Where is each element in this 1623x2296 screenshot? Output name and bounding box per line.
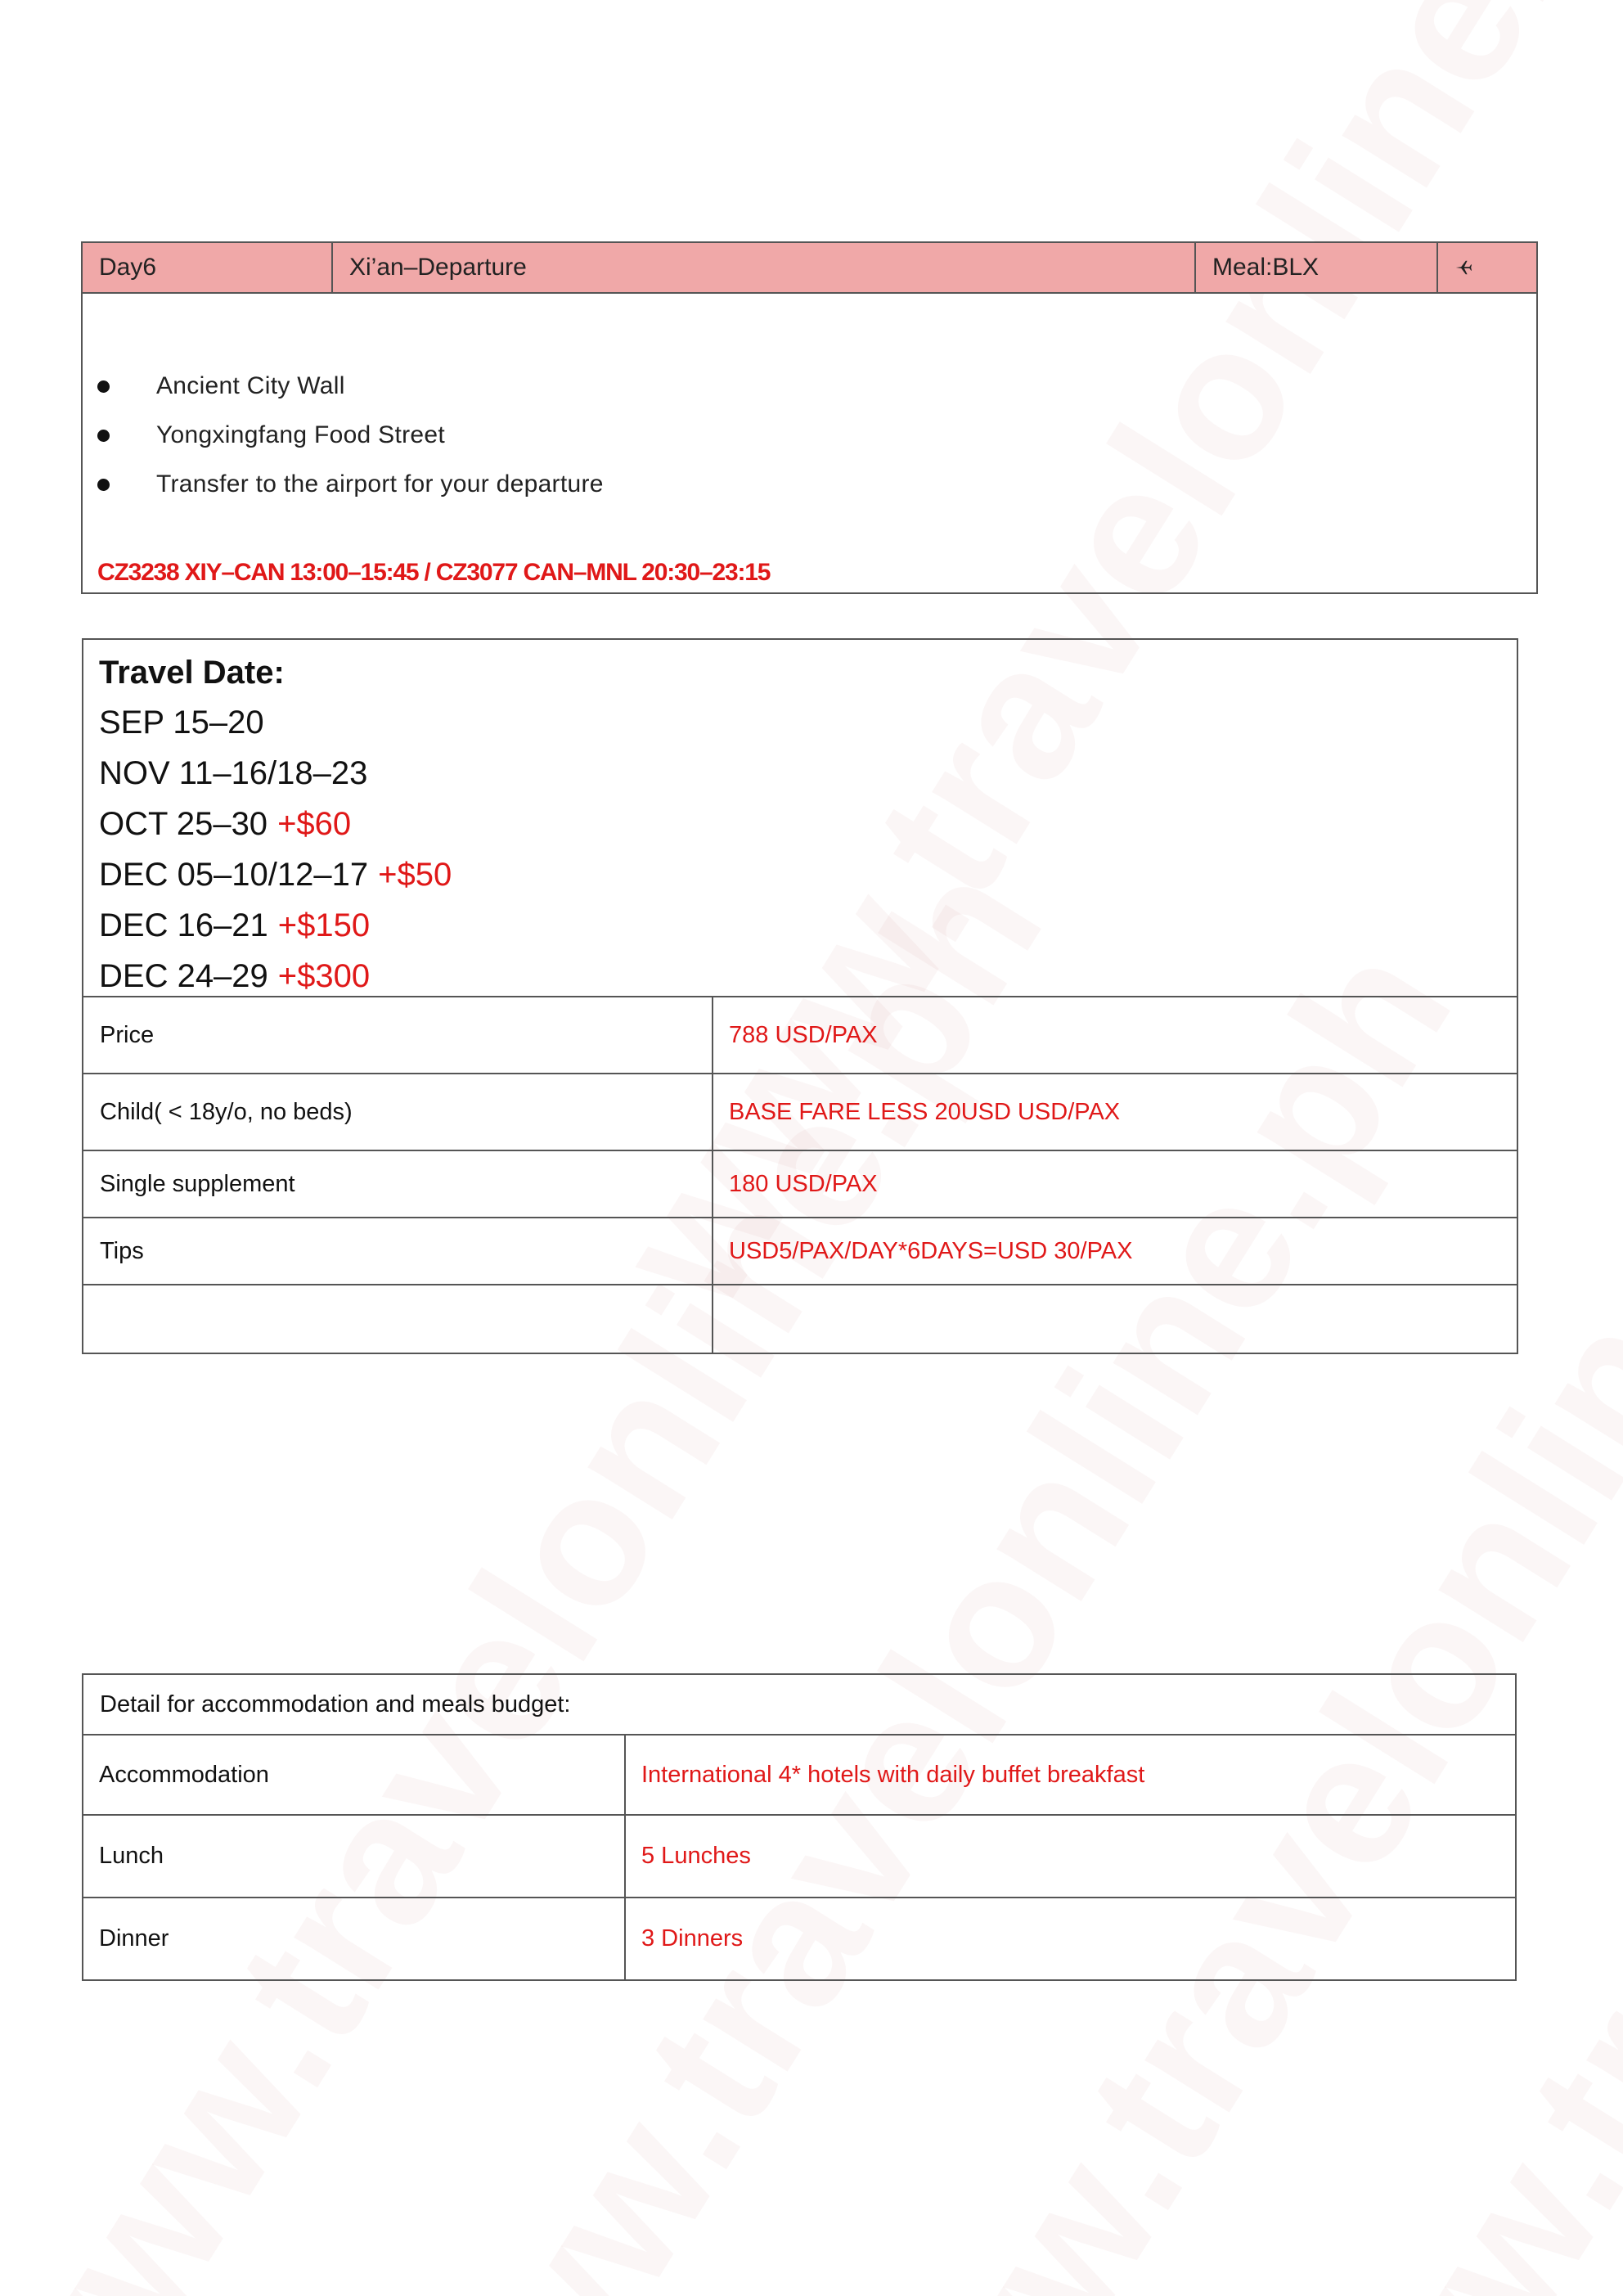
travel-dates-cell: [83, 640, 1517, 997]
bullet-icon: [97, 380, 110, 393]
table-row: [83, 1736, 1515, 1816]
surcharge: +$150: [277, 907, 371, 943]
day-route: Xi’an–Departure: [333, 243, 1196, 292]
price-table: [82, 638, 1518, 1354]
surcharge: +$50: [378, 857, 452, 893]
budget-title: Detail for accommodation and meals budget:: [83, 1675, 1515, 1736]
price-label: [83, 1285, 713, 1353]
bullet-icon: [97, 430, 110, 442]
price-label: Price: [83, 997, 713, 1073]
price-label: Single supplement: [83, 1151, 713, 1217]
budget-value: International 4* hotels with daily buffet breakfast: [641, 1761, 1145, 1788]
list-item: [97, 411, 604, 460]
price-value: 788 USD/PAX: [729, 1021, 878, 1048]
day-activity-list: [97, 362, 604, 509]
table-row: [83, 1218, 1517, 1285]
day-header-row: [83, 243, 1536, 294]
day-meal: Meal:BLX: [1196, 243, 1438, 292]
table-row: [83, 1898, 1515, 1979]
travel-date: DEC 24–29: [99, 958, 268, 994]
price-value: 180 USD/PAX: [729, 1170, 878, 1197]
travel-date: DEC 05–10/12–17: [99, 857, 369, 893]
day-label: Day6: [83, 243, 333, 292]
price-value: USD5/PAX/DAY*6DAYS=USD 30/PAX: [729, 1237, 1133, 1264]
activity-text: Ancient City Wall: [156, 372, 345, 399]
activity-text: Yongxingfang Food Street: [156, 421, 446, 448]
plane-icon: [1438, 243, 1536, 292]
travel-date-line: [99, 799, 1517, 849]
travel-date-line: [99, 849, 1517, 900]
table-row: [83, 1074, 1517, 1151]
plane-icon-graphic: [1454, 259, 1472, 277]
travel-date-line: [99, 900, 1517, 951]
budget-value: 5 Lunches: [641, 1843, 751, 1869]
budget-label: Dinner: [83, 1898, 626, 1979]
travel-date: DEC 16–21: [99, 907, 268, 943]
price-label: Child( < 18y/o, no beds): [83, 1074, 713, 1150]
table-row: [83, 1285, 1517, 1353]
day-itinerary-table: [81, 241, 1538, 594]
price-label: Tips: [83, 1218, 713, 1284]
surcharge: +$60: [277, 806, 352, 842]
surcharge: +$300: [277, 958, 371, 994]
travel-date: SEP 15–20: [99, 705, 264, 741]
list-item: [97, 362, 604, 411]
budget-value: 3 Dinners: [641, 1925, 744, 1952]
travel-date-line: [99, 951, 1517, 1002]
price-value: [713, 1285, 1517, 1353]
activity-text: Transfer to the airport for your departure: [156, 470, 604, 497]
travel-date: NOV 11–16/18–23: [99, 755, 368, 791]
travel-date-line: [99, 697, 1517, 748]
travel-date-line: [99, 748, 1517, 799]
price-value: BASE FARE LESS 20USD USD/PAX: [729, 1098, 1121, 1125]
table-row: [83, 1816, 1515, 1898]
day-body: [83, 294, 1536, 592]
budget-label: Lunch: [83, 1816, 626, 1897]
bullet-icon: [97, 479, 110, 491]
table-row: [83, 1151, 1517, 1218]
budget-label: Accommodation: [83, 1736, 626, 1814]
flight-info: CZ3238 XIY–CAN 13:00–15:45 / CZ3077 CAN–MNL 20:30–23:15: [97, 559, 771, 586]
travel-date-title: Travel Date:: [99, 655, 285, 691]
list-item: [97, 460, 604, 509]
table-row: [83, 997, 1517, 1074]
budget-table: [82, 1673, 1517, 1981]
travel-date: OCT 25–30: [99, 806, 268, 842]
